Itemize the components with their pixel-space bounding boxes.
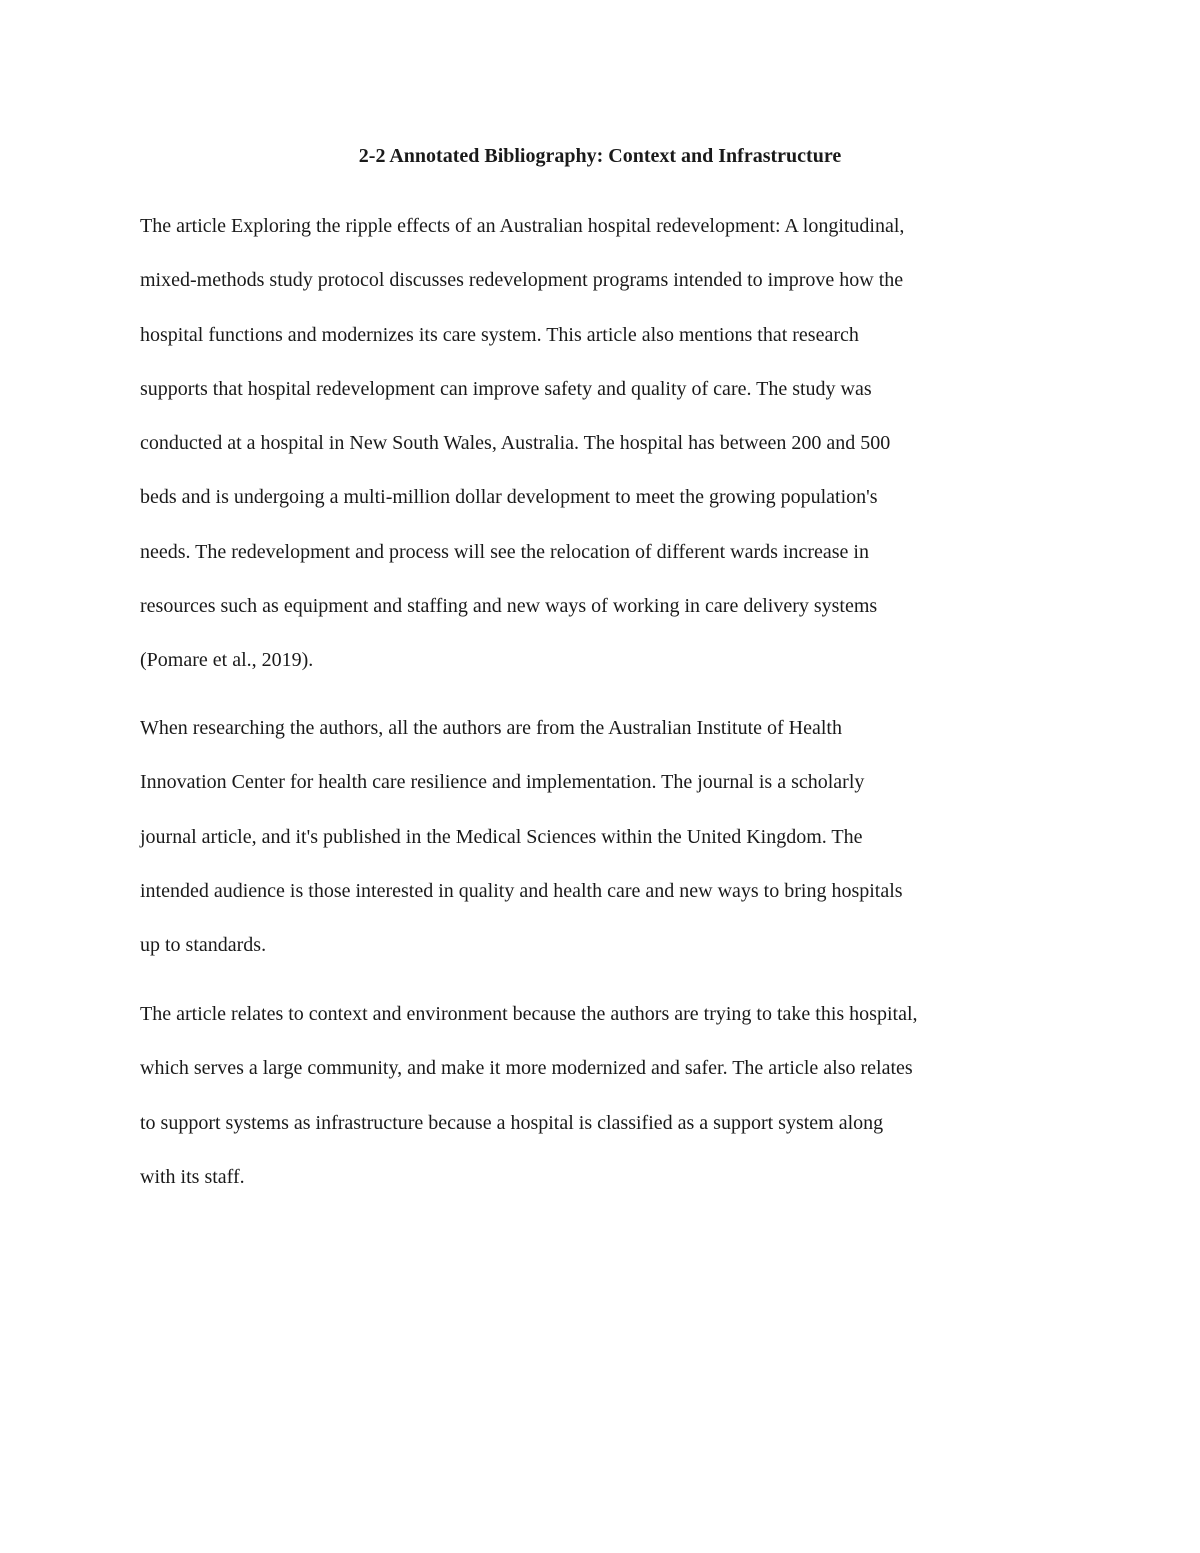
paragraph-line: The article Exploring the ripple effects of an Australian hospital redevelopment: A longitudinal,: [140, 215, 905, 237]
paragraph-line: supports that hospital redevelopment can improve safety and quality of care. The study was: [140, 377, 872, 400]
paragraph-line: which serves a large community, and make it more modernized and safer. The article also relates: [140, 1057, 913, 1080]
paragraph-authors: [140, 701, 1070, 972]
paragraph-line: up to standards.: [140, 934, 267, 957]
paragraph-line: needs. The redevelopment and process will see the relocation of different wards increase in: [140, 540, 869, 563]
paragraph-line: journal article, and it's published in the Medical Sciences within the United Kingdom. The: [140, 825, 863, 848]
paragraph-line: resources such as equipment and staffing and new ways of working in care delivery systems: [140, 595, 878, 618]
paragraph-line: to support systems as infrastructure because a hospital is classified as a support system along: [140, 1111, 884, 1134]
paragraph-summary: [140, 199, 1070, 688]
paragraph-line: hospital functions and modernizes its care system. This article also mentions that research: [140, 323, 859, 346]
paragraph-relevance: [140, 987, 1070, 1204]
paragraph-line: with its staff.: [140, 1165, 245, 1188]
paragraph-line: conducted at a hospital in New South Wales, Australia. The hospital has between 200 and 500: [140, 432, 891, 455]
paragraph-line: mixed-methods study protocol discusses redevelopment programs intended to improve how the: [140, 269, 904, 292]
paragraph-line: When researching the authors, all the authors are from the Australian Institute of Health: [140, 717, 842, 739]
paragraph-line: intended audience is those interested in quality and health care and new ways to bring hospitals: [140, 879, 903, 902]
paragraph-line: beds and is undergoing a multi-million dollar development to meet the growing population's: [140, 486, 878, 509]
paragraph-line: (Pomare et al., 2019).: [140, 649, 314, 672]
paragraph-line: The article relates to context and environment because the authors are trying to take this hospital,: [140, 1003, 918, 1025]
document-title: 2-2 Annotated Bibliography: Context and Infrastructure: [358, 145, 842, 167]
paragraph-line: Innovation Center for health care resilience and implementation. The journal is a scholarly: [140, 771, 865, 794]
